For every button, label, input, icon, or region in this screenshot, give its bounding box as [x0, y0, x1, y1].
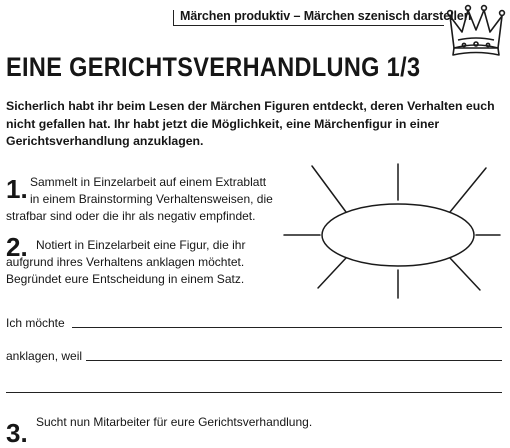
task-1-line-1: Sammelt in Einzelarbeit auf einem Extrablatt [30, 175, 267, 189]
worksheet-title: EINE GERICHTSVERHANDLUNG 1/3 [6, 52, 421, 82]
crown-icon [446, 4, 506, 58]
task-3-number: 3. [6, 418, 28, 448]
task-1-number: 1. [6, 174, 28, 204]
header-title: Märchen produktiv – Märchen szenisch darstellen [180, 9, 472, 23]
fill-line-2-label: anklagen, weil [6, 349, 83, 363]
header-divider [173, 10, 174, 25]
task-1-line-2: in einem Brainstorming Verhaltensweisen, die [30, 192, 273, 206]
task-2-line-1: Notiert in Einzelarbeit eine Figur, die ihr [36, 238, 246, 252]
task-1-line-3: strafbar sind oder die ihr als negativ empfindet. [6, 209, 256, 223]
intro-paragraph: Sicherlich habt ihr beim Lesen der Märchen Figuren entdeckt, deren Verhalten euch nicht gefallen hat. Ihr habt jetzt die Möglichkeit, eine Märchenfigur in einer Gerichtsverhandlung anzuklagen. [6, 99, 495, 148]
task-2-number: 2. [6, 232, 28, 262]
answer-line-2[interactable] [86, 360, 502, 361]
task-2-line-2: aufgrund ihres Verhaltens anklagen möchtet. [6, 255, 245, 269]
task-2-line-3: Begründet eure Entscheidung in einem Satz. [6, 272, 245, 286]
brainstorm-sun-diagram [282, 150, 502, 300]
task-3-line-1: Sucht nun Mitarbeiter für eure Gerichtsverhandlung. [36, 415, 313, 429]
answer-line-1[interactable] [72, 327, 502, 328]
header-rule [173, 25, 444, 26]
answer-line-3[interactable] [6, 392, 502, 393]
fill-line-1-label: Ich möchte [6, 316, 65, 330]
